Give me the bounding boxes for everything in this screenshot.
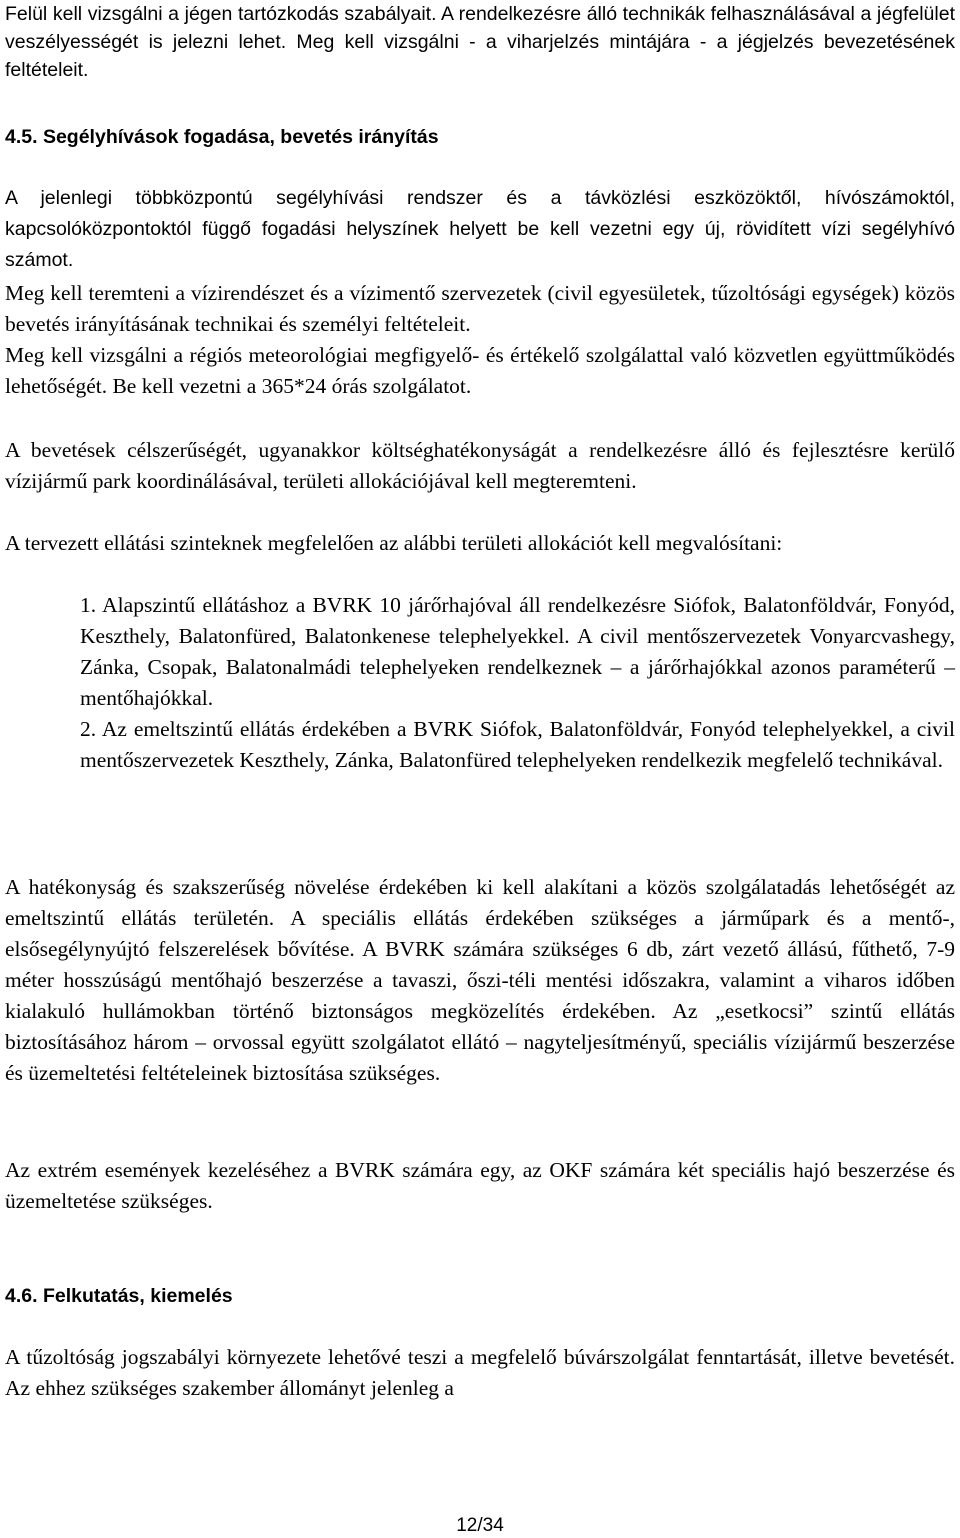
list-item [5,590,955,714]
paragraph-deployment-cost: A bevetések célszerűségét, ugyanakkor költséghatékonyságát a rendelkezésre álló és fejlesztésre kerülő vízijármű park koordinálásával, területi allokációjával kell megteremteni. [5,438,955,493]
section-heading-4-5: 4.5. Segélyhívások fogadása, bevetés irányítás [5,126,439,148]
allocation-list [5,590,955,776]
list-item [5,714,955,776]
list-item-number: 1. [80,593,97,617]
paragraph-joint-dispatch: Meg kell teremteni a vízirendészet és a vízimentő szervezetek (civil egyesületek, tűzoltósági egységek) közös bevetés irányításának technikai és személyi feltételeit. [5,281,955,336]
paragraph-emergency-number: A jelenlegi többközpontú segélyhívási rendszer és a távközlési eszközöktől, hívószámoktól, kapcsolóközpontoktól függő fogadási helyszínek helyett be kell vezetni egy új, rövidített vízi segélyhívó számot. [5,187,955,271]
list-item-number: 2. [80,717,97,741]
list-item-text: 2. Az emeltszintű ellátás érdekében a BVRK Siófok, Balatonföldvár, Fonyód telephelyekkel, a civil mentőszervezetek Keszthely, Zánka, Balatonfüred telephelyeken rendelkezik megfelelő technikával. [80,717,955,772]
section-heading-4-6: 4.6. Felkutatás, kiemelés [5,1285,233,1307]
paragraph-service-levels: A tervezett ellátási szinteknek megfelelően az alábbi területi allokációt kell megvalósítani: [5,531,783,555]
paragraph-search-rescue: A tűzoltóság jogszabályi környezete lehetővé teszi a megfelelő búvárszolgálat fenntartását, illetve bevetését. Az ehhez szükséges szakember állományt jelenleg a [5,1345,955,1400]
paragraph-extreme-events: Az extrém események kezeléséhez a BVRK számára egy, az OKF számára két speciális hajó beszerzése és üzemeltetése szükséges. [5,1158,955,1213]
page-number: 12/34 [456,1515,504,1536]
paragraph-meteorology: Meg kell vizsgálni a régiós meteorológiai megfigyelő- és értékelő szolgálattal való közvetlen együttműködés lehetőségét. Be kell vezetni a 365*24 órás szolgálatot. [5,343,955,398]
intro-paragraph: Felül kell vizsgálni a jégen tartózkodás szabályait. A rendelkezésre álló technikák felhasználásával a jégfelület veszélyességét is jelezni lehet. Meg kell vizsgálni - a viharjelzés mintájára - a jégjelzés bevezetésének feltételeit. [5,3,955,81]
paragraph-efficiency: A hatékonyság és szakszerűség növelése érdekében ki kell alakítani a közös szolgálatadás lehetőségét az emeltszintű ellátás területén. A speciális ellátás érdekében szükséges a járműpark és a mentő-, elsősegélynyújtó felszerelések bővítése. A BVRK számára szükséges 6 db, zárt vezető állású, fűthető, 7-9 méter hosszúságú mentőhajó beszerzése a tavaszi, őszi-téli mentési időszakra, valamint a viharos időben kialakuló hullámokban történő biztonságos megközelítés érdekében. Az „esetkocsi” szintű ellátás biztosításához három – orvossal együtt szolgálatot ellátó – nagyteljesítményű, speciális vízijármű beszerzése és üzemeltetési feltételeinek biztosítása szükséges. [5,875,955,1085]
list-item-text: 1. Alapszintű ellátáshoz a BVRK 10 járőrhajóval áll rendelkezésre Siófok, Balatonföldvár, Fonyód, Keszthely, Balatonfüred, Balatonkenese telephelyekkel. A civil mentőszervezetek Vonyarcvashegy, Zánka, Csopak, Balatonalmádi telephelyeken rendelkeznek – a járőrhajókkal azonos paraméterű – mentőhajókkal. [80,593,955,710]
